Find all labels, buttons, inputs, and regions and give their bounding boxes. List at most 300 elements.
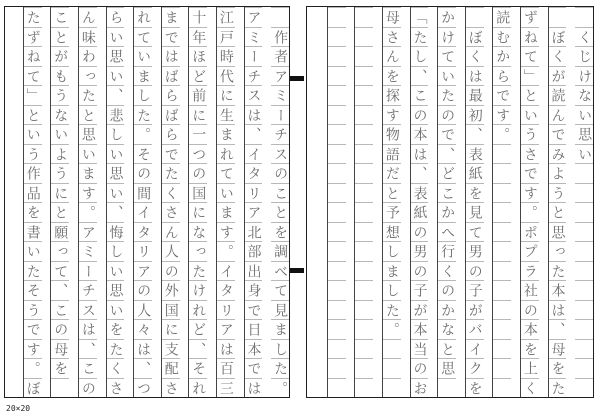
grid-cell: べ (271, 261, 289, 281)
grid-cell: て (217, 163, 235, 183)
grid-cell: て (271, 280, 289, 300)
grid-cell: は (134, 339, 152, 359)
grid-cell: 、 (107, 202, 125, 222)
grid-cell: バ (466, 319, 484, 339)
grid-cell: い (575, 144, 593, 164)
grid-cell: ね (521, 27, 539, 47)
grid-cell: ミ (245, 27, 263, 47)
grid-cell: の (521, 300, 539, 320)
grid-cell: 見 (271, 300, 289, 320)
column-gap (455, 7, 465, 397)
grid-cell: け (575, 66, 593, 86)
grid-cell: 、 (411, 163, 429, 183)
grid-cell (493, 261, 511, 281)
grid-cell: を (383, 66, 401, 86)
grid-cell: う (549, 183, 567, 203)
grid-cell: 江 (217, 7, 235, 27)
grid-cell: い (24, 241, 42, 261)
grid-cell: と (438, 339, 456, 359)
grid-cell: で (24, 319, 42, 339)
grid-cell: つ (189, 144, 207, 164)
grid-cell: 支 (162, 339, 180, 359)
grid-cell: の (134, 280, 152, 300)
grid-cell (575, 300, 593, 320)
grid-cell: 当 (411, 339, 429, 359)
grid-cell (575, 339, 593, 359)
grid-cell: イ (466, 339, 484, 359)
grid-cell: ど (438, 163, 456, 183)
grid-cell: リ (245, 183, 263, 203)
grid-cell: 悲 (107, 105, 125, 125)
grid-cell: ん (79, 7, 97, 27)
grid-cell: い (107, 261, 125, 281)
column-gap (538, 7, 548, 397)
grid-cell: て (466, 222, 484, 242)
grid-cell (493, 300, 511, 320)
grid-cell: 人 (134, 300, 152, 320)
grid-cell: ば (162, 105, 180, 125)
grid-cell: 、 (79, 339, 97, 359)
grid-cell (328, 163, 346, 183)
grid-cell (493, 202, 511, 222)
manuscript-column (548, 7, 567, 397)
grid-cell (355, 241, 373, 261)
grid-cell: 味 (79, 27, 97, 47)
grid-cell: ア (245, 202, 263, 222)
column-gap (68, 7, 78, 397)
grid-cell (271, 7, 289, 27)
grid-cell: リ (217, 300, 235, 320)
grid-cell: す (521, 183, 539, 203)
gutter-mark (290, 268, 304, 273)
grid-cell: 本 (245, 339, 263, 359)
grid-cell: た (79, 85, 97, 105)
grid-cell: ほ (189, 46, 207, 66)
grid-cell: と (24, 105, 42, 125)
grid-cell: プ (521, 241, 539, 261)
grid-cell: 。 (217, 241, 235, 261)
grid-cell (355, 319, 373, 339)
grid-cell: し (383, 280, 401, 300)
grid-cell: し (134, 85, 152, 105)
grid-cell: が (549, 66, 567, 86)
grid-cell: が (51, 46, 69, 66)
grid-cell: ミ (79, 241, 97, 261)
grid-cell: 子 (411, 280, 429, 300)
grid-cell: チ (79, 280, 97, 300)
grid-cell: ぼ (24, 378, 42, 398)
grid-cell: 、 (411, 66, 429, 86)
manuscript-column (133, 7, 152, 397)
grid-cell: は (217, 339, 235, 359)
grid-cell: 男 (411, 241, 429, 261)
grid-cell: っ (51, 241, 69, 261)
grid-cell: 。 (493, 124, 511, 144)
grid-cell: の (438, 105, 456, 125)
grid-cell: す (79, 183, 97, 203)
manuscript-column (410, 7, 429, 397)
grid-cell: 書 (24, 222, 42, 242)
grid-cell: 、 (189, 339, 207, 359)
grid-cell (328, 378, 346, 398)
grid-cell: ア (245, 7, 263, 27)
grid-cell: だ (383, 163, 401, 183)
grid-cell (493, 378, 511, 398)
grid-cell: 々 (134, 319, 152, 339)
grid-size-label: 20×20 (6, 404, 31, 413)
right-page-grid (306, 6, 594, 398)
grid-cell: ス (271, 144, 289, 164)
grid-cell: イ (134, 202, 152, 222)
grid-cell: れ (189, 378, 207, 398)
grid-cell: ア (134, 261, 152, 281)
grid-cell: 戸 (217, 27, 235, 47)
grid-cell: ず (521, 7, 539, 27)
grid-cell: の (411, 358, 429, 378)
grid-cell (493, 339, 511, 359)
grid-cell: し (383, 241, 401, 261)
grid-cell: を (549, 358, 567, 378)
manuscript-column (161, 7, 180, 397)
grid-cell: と (51, 202, 69, 222)
grid-cell: い (51, 124, 69, 144)
column-gap (427, 7, 437, 397)
grid-cell: た (549, 261, 567, 281)
grid-cell: 北 (245, 222, 263, 242)
grid-cell: さ (162, 202, 180, 222)
grid-cell: な (189, 222, 207, 242)
grid-cell: と (79, 105, 97, 125)
grid-cell: す (383, 105, 401, 125)
grid-cell: で (245, 358, 263, 378)
grid-cell (328, 85, 346, 105)
grid-cell: 、 (245, 124, 263, 144)
grid-cell: 悔 (107, 222, 125, 242)
grid-cell: で (438, 124, 456, 144)
grid-cell: 、 (51, 280, 69, 300)
grid-cell (493, 358, 511, 378)
grid-cell: ま (217, 202, 235, 222)
grid-cell (575, 378, 593, 398)
grid-cell: ず (24, 27, 42, 47)
column-gap (565, 7, 575, 397)
column-gap (372, 7, 382, 397)
grid-cell: て (51, 261, 69, 281)
grid-cell: か (438, 202, 456, 222)
grid-cell: イ (217, 261, 235, 281)
grid-cell: も (51, 66, 69, 86)
grid-cell: の (466, 261, 484, 281)
grid-cell (328, 27, 346, 47)
grid-cell: 母 (549, 339, 567, 359)
left-page-grid (4, 6, 290, 398)
grid-cell: し (107, 241, 125, 261)
grid-cell: こ (51, 300, 69, 320)
grid-cell: ま (79, 163, 97, 183)
grid-cell: な (51, 105, 69, 125)
manuscript-column (106, 7, 125, 397)
grid-cell (355, 378, 373, 398)
grid-cell: ば (162, 66, 180, 86)
grid-cell: よ (51, 144, 69, 164)
grid-cell: さ (107, 378, 125, 398)
grid-cell: い (107, 144, 125, 164)
grid-cell: の (271, 163, 289, 183)
grid-cell: か (493, 46, 511, 66)
grid-cell (328, 66, 346, 86)
grid-cell (493, 183, 511, 203)
grid-cell: 、 (438, 144, 456, 164)
manuscript-column (50, 7, 69, 397)
grid-cell: の (51, 319, 69, 339)
grid-cell: 語 (383, 144, 401, 164)
grid-cell (575, 261, 593, 281)
grid-cell: 。 (134, 124, 152, 144)
grid-cell: 、 (549, 319, 567, 339)
grid-cell: っ (549, 241, 567, 261)
grid-cell: こ (438, 183, 456, 203)
grid-cell: さ (162, 378, 180, 398)
grid-cell: に (162, 319, 180, 339)
grid-cell: 、 (107, 85, 125, 105)
grid-cell: ぼ (466, 27, 484, 47)
grid-cell (328, 241, 346, 261)
grid-cell: た (134, 105, 152, 125)
grid-cell: む (493, 27, 511, 47)
grid-cell: た (438, 85, 456, 105)
grid-cell: 」 (521, 66, 539, 86)
grid-cell: い (107, 300, 125, 320)
grid-cell: く (521, 378, 539, 398)
grid-cell: こ (51, 7, 69, 27)
grid-cell (328, 144, 346, 164)
grid-cell (355, 66, 373, 86)
grid-cell: か (438, 300, 456, 320)
grid-cell: が (411, 300, 429, 320)
grid-cell: う (24, 144, 42, 164)
grid-cell: で (245, 300, 263, 320)
column-gap (510, 7, 520, 397)
grid-cell: た (162, 163, 180, 183)
grid-cell (355, 358, 373, 378)
grid-cell: く (107, 358, 125, 378)
grid-cell: け (189, 280, 207, 300)
column-gap (41, 7, 51, 397)
grid-cell (575, 202, 593, 222)
manuscript-column (188, 7, 207, 397)
grid-cell: 本 (411, 124, 429, 144)
grid-cell (575, 241, 593, 261)
grid-cell: の (189, 163, 207, 183)
grid-cell (328, 46, 346, 66)
grid-cell: ま (271, 319, 289, 339)
grid-cell: 前 (189, 85, 207, 105)
grid-cell: ア (217, 319, 235, 339)
grid-cell: で (493, 85, 511, 105)
grid-cell: ら (107, 7, 125, 27)
grid-cell: う (24, 300, 42, 320)
grid-cell: わ (79, 46, 97, 66)
grid-cell: 「 (411, 7, 429, 27)
grid-cell (355, 7, 373, 27)
grid-cell: ま (162, 7, 180, 27)
grid-cell: 日 (245, 319, 263, 339)
grid-cell (328, 358, 346, 378)
column-gap (234, 7, 244, 397)
grid-cell: ス (79, 300, 97, 320)
grid-cell (493, 222, 511, 242)
grid-cell: 配 (162, 358, 180, 378)
grid-cell: に (217, 85, 235, 105)
grid-cell: 。 (271, 378, 289, 398)
grid-cell: と (549, 202, 567, 222)
grid-cell: そ (24, 280, 42, 300)
grid-cell: な (575, 85, 593, 105)
grid-cell: 。 (521, 202, 539, 222)
grid-cell: し (411, 46, 429, 66)
grid-cell: て (134, 27, 152, 47)
grid-cell: と (521, 85, 539, 105)
grid-cell: て (438, 46, 456, 66)
grid-cell (355, 183, 373, 203)
grid-cell: お (411, 378, 429, 398)
grid-cell: 人 (162, 241, 180, 261)
grid-cell: ー (271, 105, 289, 125)
grid-cell: す (217, 222, 235, 242)
grid-cell: 作 (271, 27, 289, 47)
grid-cell (493, 280, 511, 300)
grid-cell: じ (575, 46, 593, 66)
grid-cell: ん (383, 46, 401, 66)
grid-cell: い (107, 66, 125, 86)
grid-cell: 本 (549, 280, 567, 300)
grid-cell (575, 222, 593, 242)
grid-cell: 間 (134, 183, 152, 203)
grid-cell: い (24, 124, 42, 144)
grid-cell (328, 124, 346, 144)
grid-cell: を (271, 222, 289, 242)
grid-cell: 社 (521, 280, 539, 300)
grid-cell: ス (245, 85, 263, 105)
grid-cell: 子 (466, 280, 484, 300)
manuscript-column (354, 7, 373, 397)
grid-cell: 者 (271, 46, 289, 66)
grid-cell: れ (134, 7, 152, 27)
grid-cell: く (466, 46, 484, 66)
column-gap (123, 7, 133, 397)
column-gap (261, 7, 271, 397)
grid-cell: と (51, 27, 69, 47)
grid-cell: て (24, 66, 42, 86)
column-gap (179, 7, 189, 397)
grid-cell: は (549, 300, 567, 320)
grid-cell: 予 (383, 202, 401, 222)
column-gap (13, 7, 23, 397)
grid-cell: は (245, 105, 263, 125)
manuscript-column (23, 7, 42, 397)
grid-cell: ま (134, 66, 152, 86)
grid-cell (355, 339, 373, 359)
grid-cell: け (438, 27, 456, 47)
grid-cell: を (51, 358, 69, 378)
grid-cell (51, 378, 69, 398)
manuscript-column (327, 7, 346, 397)
grid-cell: ん (162, 222, 180, 242)
grid-cell: の (438, 280, 456, 300)
grid-cell: の (162, 261, 180, 281)
grid-cell: 出 (245, 261, 263, 281)
grid-cell (493, 163, 511, 183)
page-gutter (288, 6, 306, 396)
grid-cell (575, 358, 593, 378)
grid-cell: 物 (383, 124, 401, 144)
grid-cell (438, 378, 456, 398)
grid-cell: こ (79, 358, 97, 378)
grid-cell: は (411, 144, 429, 164)
grid-cell: の (79, 378, 97, 398)
grid-cell: タ (134, 222, 152, 242)
grid-cell (355, 27, 373, 47)
grid-cell: 時 (217, 46, 235, 66)
column-gap (151, 7, 161, 397)
grid-cell: た (24, 261, 42, 281)
grid-cell: 。 (383, 319, 401, 339)
grid-cell: 外 (162, 280, 180, 300)
grid-cell: 探 (383, 85, 401, 105)
grid-cell (328, 105, 346, 125)
grid-cell (493, 144, 511, 164)
grid-cell: ら (493, 66, 511, 86)
grid-cell: ま (217, 124, 235, 144)
grid-cell (355, 46, 373, 66)
grid-cell (355, 202, 373, 222)
grid-cell: 思 (107, 163, 125, 183)
grid-cell: く (549, 46, 567, 66)
grid-cell: 、 (466, 124, 484, 144)
grid-cell: 見 (466, 202, 484, 222)
column-gap (345, 7, 355, 397)
grid-cell: 最 (466, 85, 484, 105)
grid-cell: し (271, 339, 289, 359)
grid-cell (328, 280, 346, 300)
grid-cell (328, 222, 346, 242)
grid-cell: ど (189, 319, 207, 339)
grid-cell: 思 (575, 124, 593, 144)
grid-cell: へ (438, 222, 456, 242)
grid-cell: し (107, 124, 125, 144)
grid-cell: ね (24, 46, 42, 66)
grid-cell: 男 (466, 241, 484, 261)
grid-cell: 調 (271, 241, 289, 261)
column-gap (317, 7, 327, 397)
grid-cell: 上 (521, 358, 539, 378)
grid-cell: た (411, 27, 429, 47)
grid-cell: 」 (24, 85, 42, 105)
grid-cell: タ (217, 280, 235, 300)
column-gap (400, 7, 410, 397)
grid-cell: れ (189, 300, 207, 320)
grid-cell: 想 (383, 222, 401, 242)
grid-cell: た (189, 261, 207, 281)
grid-cell (355, 300, 373, 320)
grid-cell: ク (466, 358, 484, 378)
grid-cell (328, 183, 346, 203)
grid-cell: ら (162, 124, 180, 144)
grid-cell (575, 280, 593, 300)
grid-cell: は (79, 319, 97, 339)
grid-cell: く (162, 183, 180, 203)
grid-cell: 品 (24, 183, 42, 203)
